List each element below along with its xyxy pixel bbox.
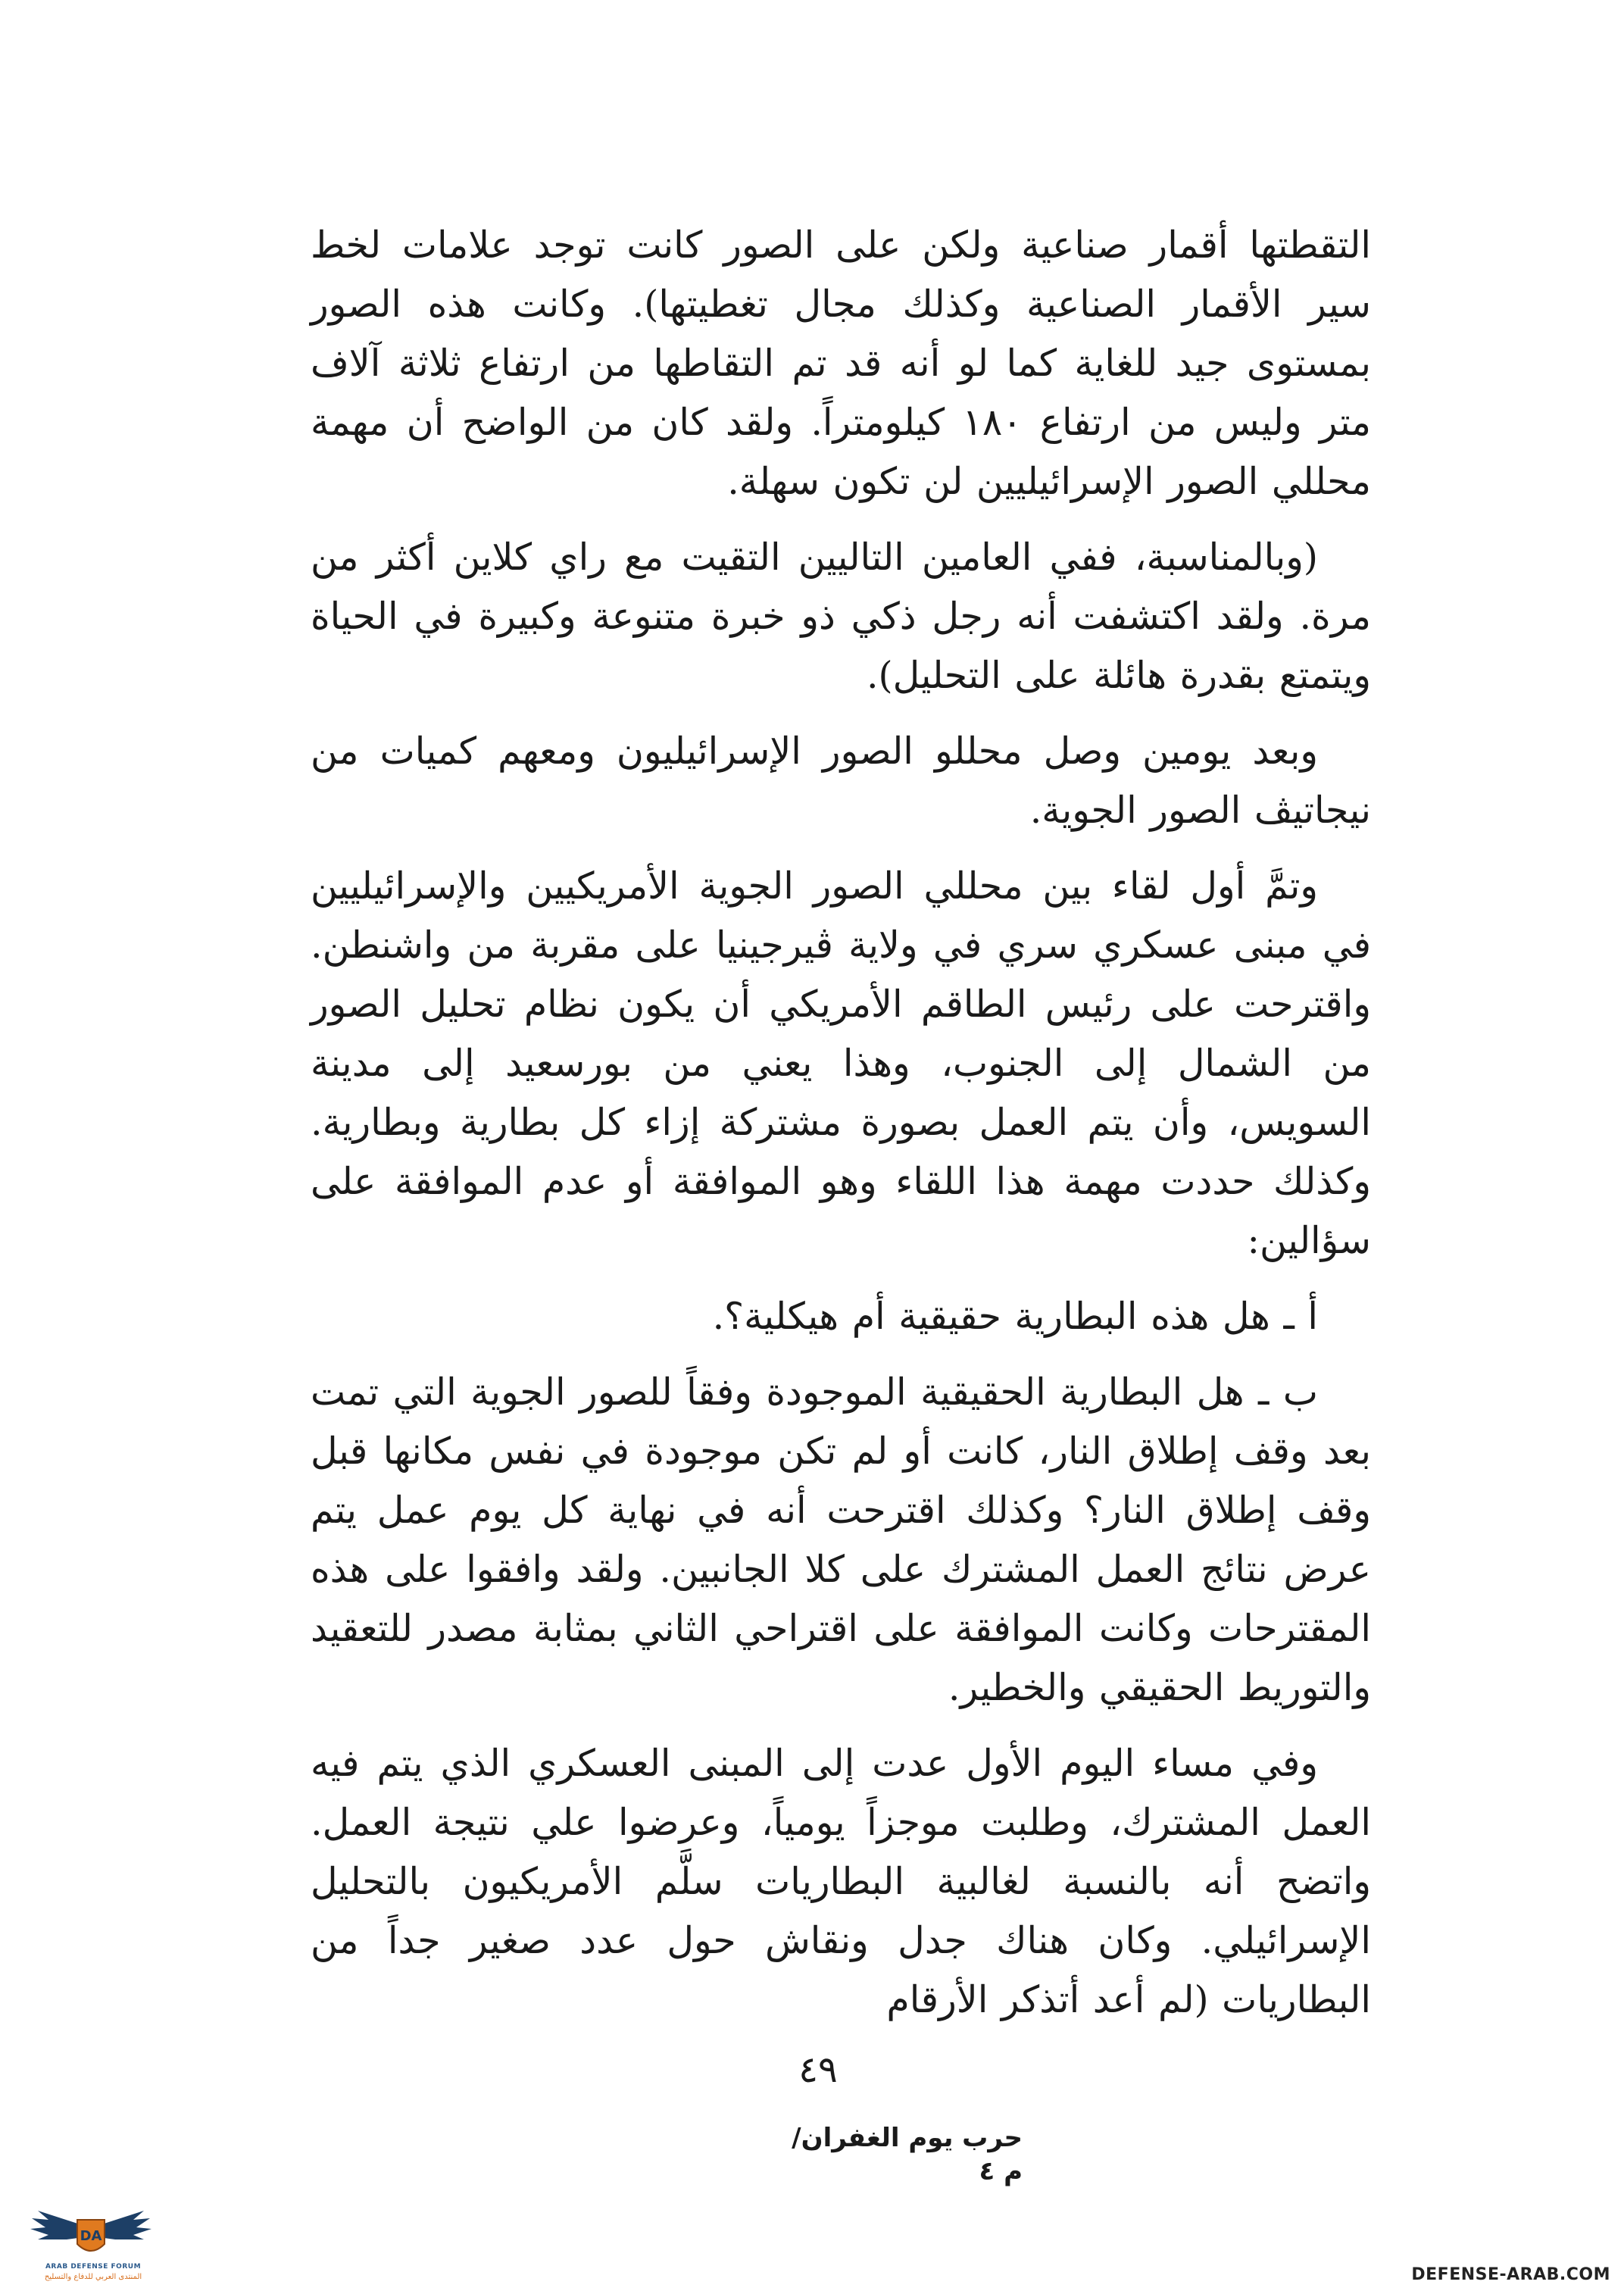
list-item-a: أ ـ هل هذه البطارية حقيقية أم هيكلية؟. (712, 1295, 1318, 1338)
logo-caption-arabic: المنتدى العربي للدفاع والتسليح (44, 2273, 142, 2281)
logo-caption (21, 2261, 165, 2283)
paragraph-3: وبعد يومين وصل محللو الصور الإسرائيليون ومعهم كميات من نيجاتيڤ الصور الجوية. (311, 730, 1371, 832)
body-text (311, 216, 1371, 2046)
book-signature-note: حرب يوم الغفران/ م ٤ (792, 2123, 1023, 2186)
logo-caption-english: ARAB DEFENSE FORUM (45, 2263, 142, 2271)
paragraph-1: التقطتها أقمار صناعية ولكن على الصور كانت توجد علامات لخط سير الأقمار الصناعية وكذلك مجال تغطيتها). وكانت هذه الصور بمستوى جيد للغاية كما لو أنه قد تم التقاطها من ارتفاع ثلاثة آلاف متر وليس من ارتفاع ١٨٠ كيلومتراً. ولقد كان من الواضح أن مهمة محللي الصور الإسرائيليين لن تكون سهلة. (311, 223, 1371, 503)
paragraph-2: (وبالمناسبة، ففي العامين التاليين التقيت مع راي كلاين أكثر من مرة. ولقد اكتشفت أنه رجل ذكي ذو خبرة متنوعة وكبيرة في الحياة ويتمتع بقدرة هائلة على التحليل). (311, 536, 1371, 697)
paragraph-4: وتمَّ أول لقاء بين محللي الصور الجوية الأمريكيين والإسرائيليين في مبنى عسكري سري في ولاية ڤيرجينيا على مقربة من واشنطن. واقترحت على رئيس الطاقم الأمريكي أن يكون نظام تحليل الصور من الشمال إلى الجنوب، وهذا يعني من بورسعيد إلى مدينة السويس، وأن يتم العمل بصورة مشتركة إزاء كل بطارية وبطارية. وكذلك حددت مهمة هذا اللقاء وهو الموافقة أو عدم الموافقة على سؤالين: (311, 864, 1371, 1262)
list-item-b: ب ـ هل البطارية الحقيقية الموجودة وفقاً للصور الجوية التي تمت بعد وقف إطلاق النار، كانت أو لم تكن موجودة في نفس مكانها قبل وقف إطلاق النار؟ وكذلك اقترحت أنه في نهاية كل يوم عمل يتم عرض نتائج العمل المشترك على كلا الجانبين. ولقد وافقوا على هذه المقترحات وكانت الموافقة على اقتراحي الثاني بمثابة مصدر للتعقيد والتوريط الحقيقي والخطير. (311, 1371, 1371, 1709)
page-number: ٤٩ (798, 2049, 838, 2091)
paragraph-7: وفي مساء اليوم الأول عدت إلى المبنى العسكري الذي يتم فيه العمل المشترك، وطلبت موجزاً يومياً، وعرضوا علي نتيجة العمل. واتضح أنه بالنسبة لغالبية البطاريات سلَّم الأمريكيون بالتحليل الإسرائيلي. وكان هناك جدل ونقاش حول عدد صغير جداً من البطاريات (لم أعد أتذكر الأرقام (311, 1742, 1371, 2021)
site-watermark: DEFENSE-ARAB.COM (1411, 2265, 1610, 2284)
logo-letters: DA (80, 2228, 102, 2244)
